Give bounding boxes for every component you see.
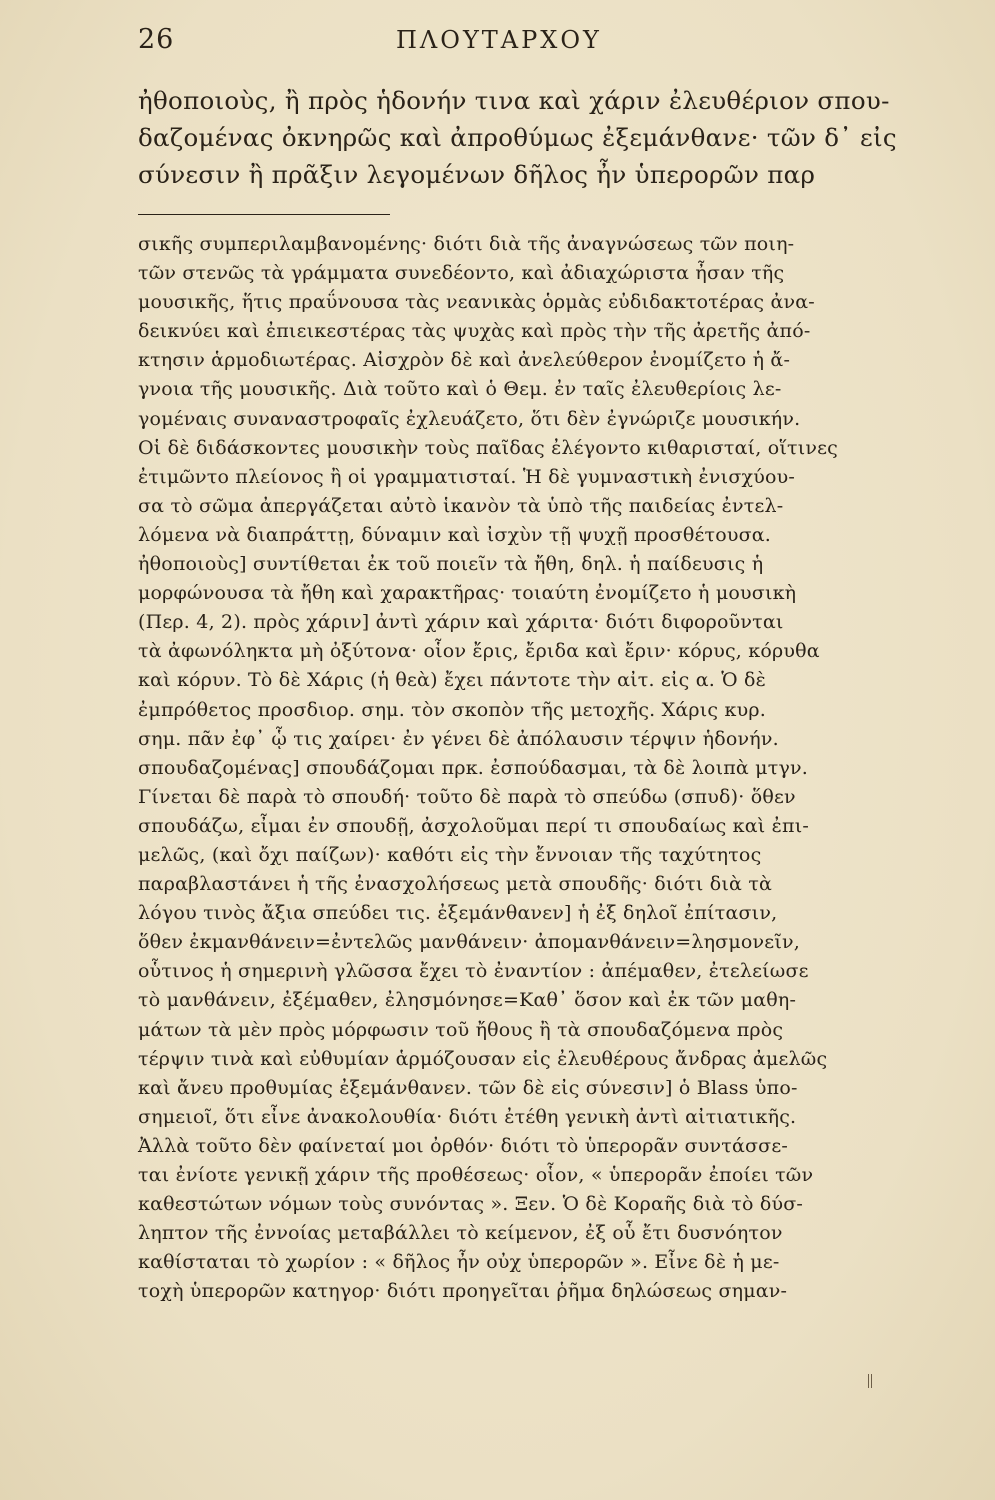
main-text [138, 82, 897, 193]
footnote-line: γνοια τῆς μουσικῆς. Διὰ τοῦτο καὶ ὁ Θεμ. ἐν ταῖς ἐλευθερίοις λε- [138, 378, 782, 401]
footnote-line: καὶ ἄνευ προθυμίας ἐξεμάνθανεν. τῶν δὲ εἰς σύνεσιν] ὁ Blass ὑπο- [138, 1076, 798, 1099]
footnote-line: παραβλαστάνει ἡ τῆς ἐνασχολήσεως μετὰ σπουδῆς· διότι διὰ τὰ [138, 873, 773, 896]
footnote-divider [138, 214, 390, 215]
footnote-line: γομέναις συναναστροφαῖς ἐχλευάζετο, ὅτι δὲν ἐγνώριζε μουσικήν. [138, 407, 801, 430]
main-text-line: ἠθοποιοὺς, ἢ πρὸς ἡδονήν τινα καὶ χάριν ἐλευθέριον σπου- [138, 86, 890, 115]
footnote-line: μουσικῆς, ἥτις πραΰνουσα τὰς νεανικὰς ὁρμὰς εὐδιδακτοτέρας ἀνα- [138, 291, 815, 314]
footnotes [138, 230, 878, 1306]
footnote-line: καὶ κόρυν. Τὸ δὲ Χάρις (ἡ θεὰ) ἔχει πάντοτε τὴν αἰτ. εἰς α. Ὁ δὲ [138, 669, 767, 692]
footnote-line: Ἀλλὰ τοῦτο δὲν φαίνεταί μοι ὀρθόν· διότι τὸ ὑπερορᾶν συντάσσε- [138, 1134, 789, 1157]
running-head: ΠΛΟΥΤΑΡΧΟΥ [396, 26, 602, 54]
footnote-line: ἐτιμῶντο πλείονος ἢ οἱ γραμματισταί. Ἡ δὲ γυμναστικὴ ἐνισχύου- [138, 465, 795, 488]
footnote-line: Γίνεται δὲ παρὰ τὸ σπουδή· τοῦτο δὲ παρὰ τὸ σπεύδω (σπυδ)· ὅθεν [138, 785, 796, 808]
footnote-line: ἐμπρόθετος προσδιορ. σημ. τὸν σκοπὸν τῆς μετοχῆς. Χάρις κυρ. [138, 698, 766, 721]
footnote-line: λόγου τινὸς ἄξια σπεύδει τις. ἐξεμάνθανεν] ἡ ἐξ δηλοῖ ἐπίτασιν, [138, 902, 778, 925]
footnote-line: τὸ μανθάνειν, ἐξέμαθεν, ἐλησμόνησε=Καθ᾽ ὅσον καὶ ἐκ τῶν μαθη- [138, 989, 797, 1012]
page-header [138, 22, 865, 62]
footnote-line: μάτων τὰ μὲν πρὸς μόρφωσιν τοῦ ἤθους ἢ τὰ σπουδαζόμενα πρὸς [138, 1018, 784, 1041]
page-number: 26 [138, 24, 175, 55]
footnote-line: λόμενα νὰ διαπράττῃ, δύναμιν καὶ ἰσχὺν τῇ ψυχῇ προσθέτουσα. [138, 523, 772, 546]
footnote-line: τὰ ἀφωνόληκτα μὴ ὀξύτονα· οἷον ἔρις, ἔριδα καὶ ἔριν· κόρυς, κόρυθα [138, 640, 820, 663]
footnote-line: σημ. πᾶν ἐφ᾽ ᾧ τις χαίρει· ἐν γένει δὲ ἀπόλαυσιν τέρψιν ἡδονήν. [138, 727, 779, 750]
footnote-line: ἠθοποιοὺς] συντίθεται ἐκ τοῦ ποιεῖν τὰ ἤθη, δηλ. ἡ παίδευσις ἡ [138, 553, 764, 576]
margin-marks [868, 1373, 876, 1389]
footnote-line: τοχὴ ὑπερορῶν κατηγορ· διότι προηγεῖται ῥῆμα δηλώσεως σημαν- [138, 1280, 788, 1303]
footnote-line: (Περ. 4, 2). πρὸς χάριν] ἀντὶ χάριν καὶ χάριτα· διότι διφοροῦνται [138, 611, 784, 634]
footnote-line: Οἱ δὲ διδάσκοντες μουσικὴν τοὺς παῖδας ἐλέγοντο κιθαρισταί, οἵτινες [138, 436, 839, 459]
footnote-line: οὗτινος ἡ σημερινὴ γλῶσσα ἔχει τὸ ἐναντίον : ἀπέμαθεν, ἐτελείωσε [138, 960, 809, 983]
footnote-line: ληπτον τῆς ἐννοίας μεταβάλλει τὸ κείμενον, ἐξ οὗ ἔτι δυσνόητον [138, 1222, 783, 1245]
footnote-line: καθεστώτων νόμων τοὺς συνόντας ». Ξεν. Ὁ δὲ Κοραῆς διὰ τὸ δύσ- [138, 1193, 804, 1216]
footnote-line: κτησιν ἁρμοδιωτέρας. Αἰσχρὸν δὲ καὶ ἀνελεύθερον ἐνομίζετο ἡ ἄ- [138, 349, 791, 372]
footnote-line: τῶν στενῶς τὰ γράμματα συνεδέοντο, καὶ ἀδιαχώριστα ἦσαν τῆς [138, 262, 785, 285]
main-text-line: δαζομένας ὀκνηρῶς καὶ ἀπροθύμως ἐξεμάνθανε· τῶν δ᾽ εἰς [138, 123, 897, 152]
footnote-line: τέρψιν τινὰ καὶ εὐθυμίαν ἁρμόζουσαν εἰς ἐλευθέρους ἄνδρας ἀμελῶς [138, 1047, 828, 1070]
main-text-line: σύνεσιν ἢ πρᾶξιν λεγομένων δῆλος ἦν ὑπερορῶν παρ [138, 160, 816, 189]
footnote-line: σπουδάζω, εἶμαι ἐν σπουδῇ, ἀσχολοῦμαι περί τι σπουδαίως καὶ ἐπι- [138, 814, 810, 837]
footnote-line: σημειοῖ, ὅτι εἶνε ἀνακολουθία· διότι ἐτέθη γενικὴ ἀντὶ αἰτιατικῆς. [138, 1105, 797, 1128]
footnote-line: μορφώνουσα τὰ ἤθη καὶ χαρακτῆρας· τοιαύτη ἐνομίζετο ἡ μουσικὴ [138, 582, 797, 605]
footnote-line: σα τὸ σῶμα ἀπεργάζεται αὐτὸ ἱκανὸν τὰ ὑπὸ τῆς παιδείας ἐντελ- [138, 494, 784, 517]
footnote-line: καθίσταται τὸ χωρίον : « δῆλος ἦν οὐχ ὑπερορῶν ». Εἶνε δὲ ἡ με- [138, 1251, 780, 1274]
footnote-line: ὅθεν ἐκμανθάνειν=ἐντελῶς μανθάνειν· ἀπομανθάνειν=λησμονεῖν, [138, 931, 800, 954]
footnote-line: σπουδαζομένας] σπουδάζομαι πρκ. ἐσπούδασμαι, τὰ δὲ λοιπὰ μτγν. [138, 756, 808, 779]
footnote-line: δεικνύει καὶ ἐπιεικεστέρας τὰς ψυχὰς καὶ πρὸς τὴν τῆς ἀρετῆς ἀπό- [138, 320, 811, 343]
footnote-line: ται ἐνίοτε γενικῇ χάριν τῆς προθέσεως· οἷον, « ὑπερορᾶν ἐποίει τῶν [138, 1164, 814, 1186]
footnote-line: μελῶς, (καὶ ὄχι παίζων)· καθότι εἰς τὴν ἔννοιαν τῆς ταχύτητος [138, 843, 762, 866]
footnote-line: σικῆς συμπεριλαμβανομένης· διότι διὰ τῆς ἀναγνώσεως τῶν ποιη- [138, 233, 795, 255]
